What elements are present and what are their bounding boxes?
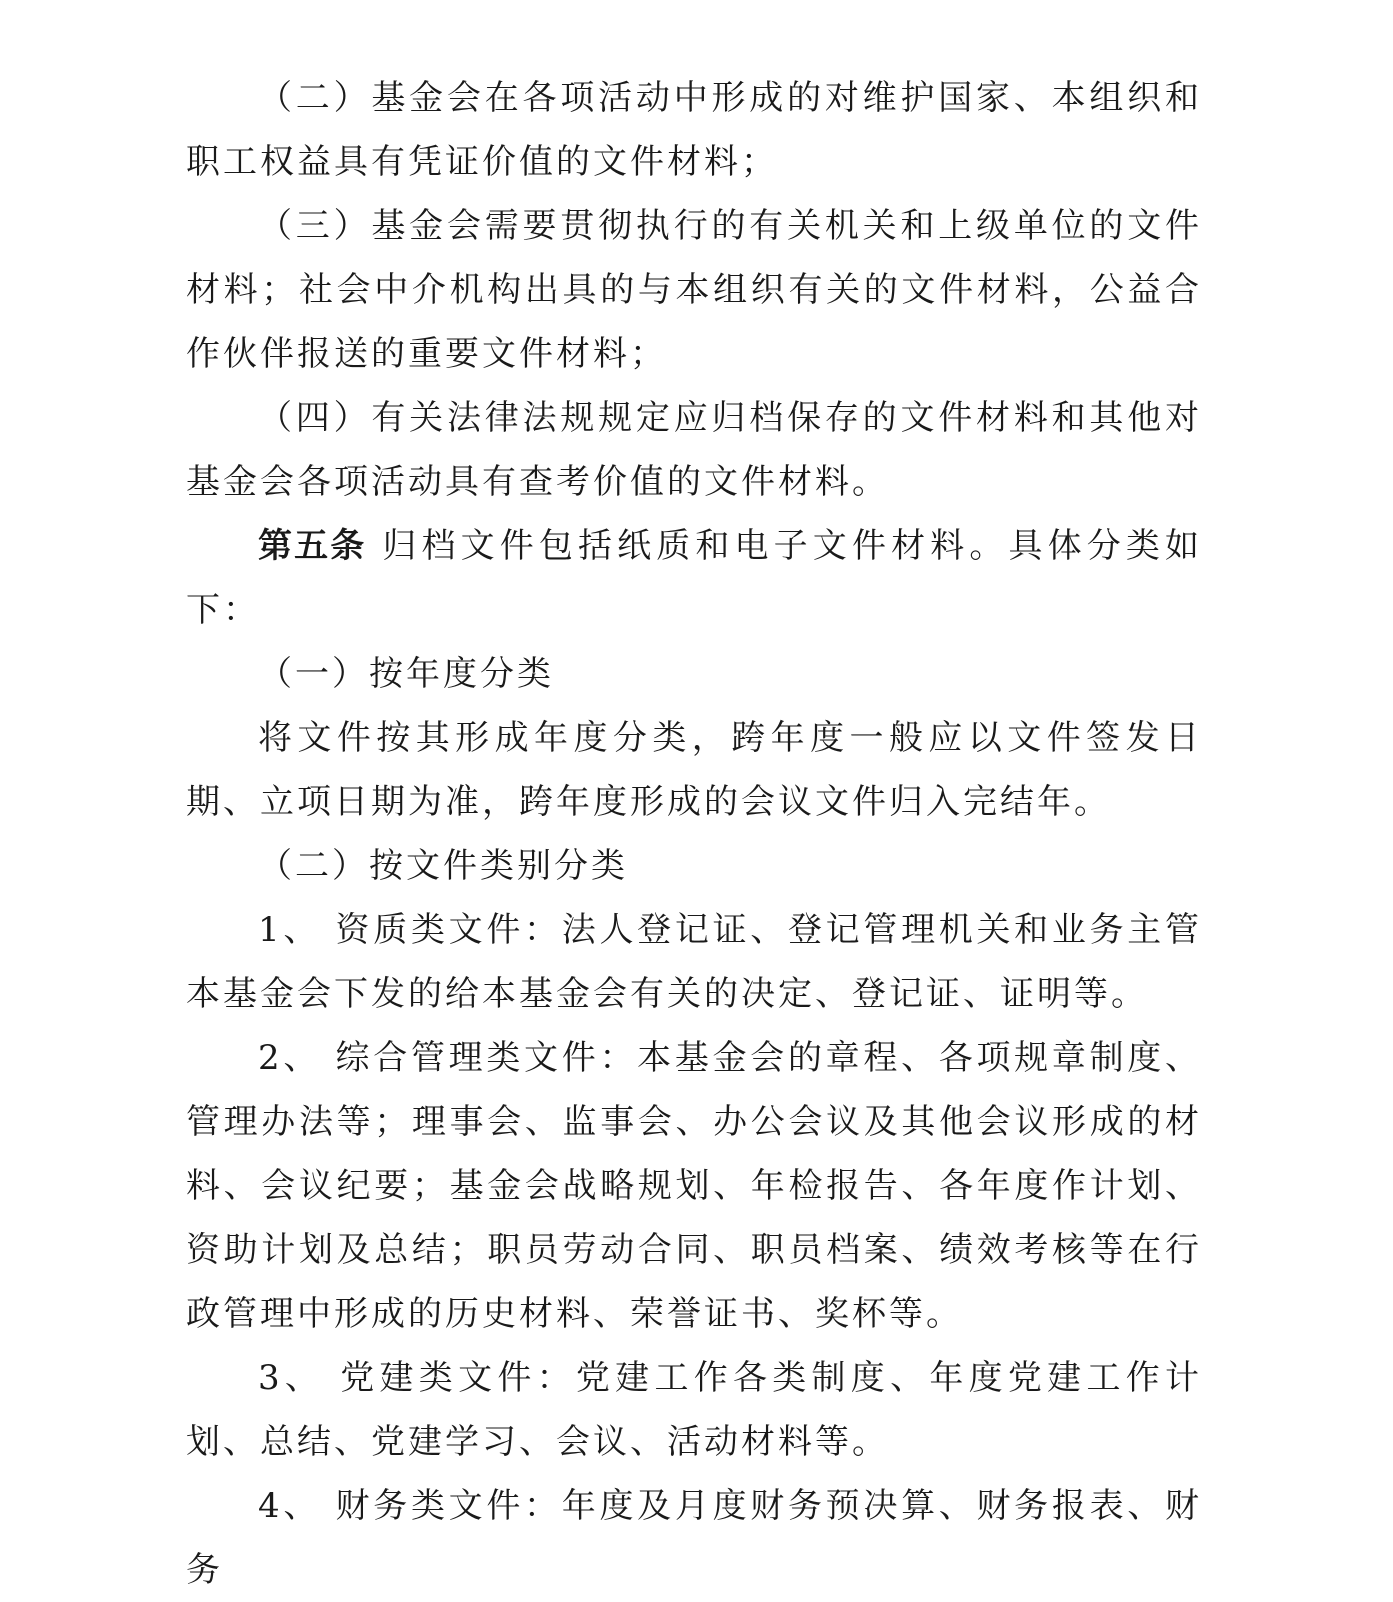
paragraph-category-2: 2、 综合管理类文件：本基金会的章程、各项规章制度、管理办法等；理事会、监事会、办公会议及其他会议形成的材料、会议纪要；基金会战略规划、年检报告、各年度作计划、资助计划及总结；职员劳动合同、职员档案、绩效考核等在行政管理中形成的历史材料、荣誉证书、奖杯等。	[186, 1038, 1202, 1334]
paragraph-by-year: 将文件按其形成年度分类，跨年度一般应以文件签发日期、立项日期为准，跨年度形成的会议文件归入完结年。	[186, 718, 1202, 822]
paragraph-item-2: （二）基金会在各项活动中形成的对维护国家、本组织和职工权益具有凭证价值的文件材料；	[186, 78, 1202, 182]
paragraph-item-3: （三）基金会需要贯彻执行的有关机关和上级单位的文件材料；社会中介机构出具的与本组织有关的文件材料，公益合作伙伴报送的重要文件材料；	[186, 206, 1202, 374]
heading-by-year: （一）按年度分类	[258, 654, 554, 694]
article-5-text: 归档文件包括纸质和电子文件材料。具体分类如下：	[186, 526, 1203, 630]
paragraph-item-4: （四）有关法律法规规定应归档保存的文件材料和其他对基金会各项活动具有查考价值的文件材料。	[186, 398, 1202, 502]
article-label: 第五条	[258, 526, 367, 566]
document-body	[186, 66, 1202, 1602]
paragraph-category-1: 1、 资质类文件：法人登记证、登记管理机关和业务主管本基金会下发的给本基金会有关的决定、登记证、证明等。	[186, 910, 1202, 1014]
paragraph-category-4: 4、 财务类文件：年度及月度财务预决算、财务报表、财务	[186, 1486, 1202, 1590]
heading-by-category: （二）按文件类别分类	[258, 846, 628, 886]
paragraph-category-3: 3、 党建类文件：党建工作各类制度、年度党建工作计划、总结、党建学习、会议、活动材料等。	[186, 1358, 1202, 1462]
paragraph-article-5	[186, 514, 1202, 642]
